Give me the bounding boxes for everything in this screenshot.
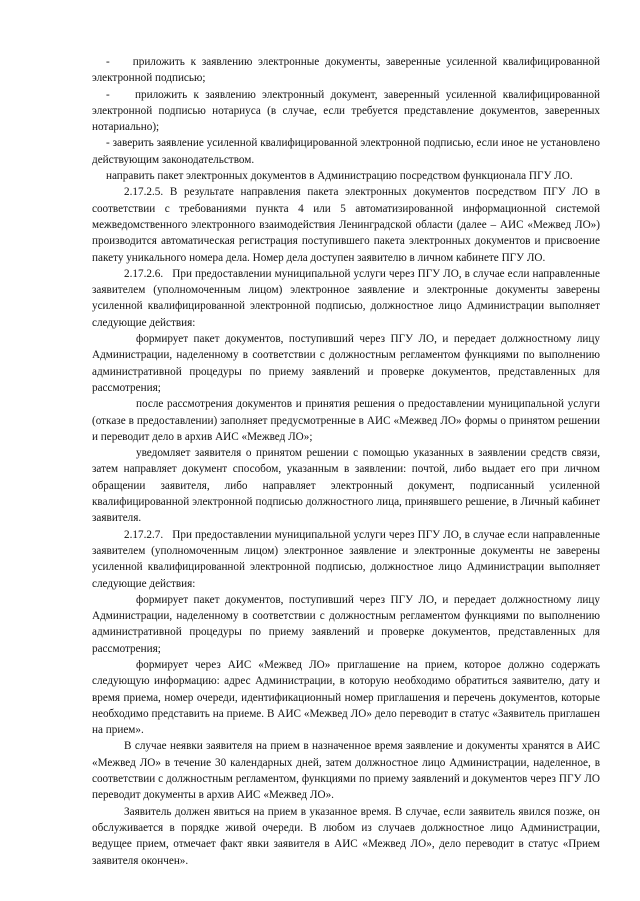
paragraph-no-show: В случае неявки заявителя на прием в назначенное время заявление и документы хранятся в АИС «Межвед ЛО» в течение 30 календарных дней, затем должностное лицо Администрации, наделенное, в соответствии с должностным регламентом, функциями по приему заявлений и документов через ПГУ ЛО переводит документы в архив АИС «Межвед ЛО». (92, 740, 600, 802)
paragraph-after-review: после рассмотрения документов и принятия решения о предоставлении муниципальной услуги (отказе в предоставлении) заполняет предусмотренные в АИС «Межвед ЛО» формы о принятом решении и переводит дело в архив АИС «Межвед ЛО»; (92, 398, 600, 443)
paragraph-attach-notarized-doc: - приложить к заявлению электронный документ, заверенный усиленной квалифицированной электронной подписью нотариуса (в случае, если требуется представление документов, заверенных нотариально); (92, 88, 600, 134)
paragraph-forms-package-2: формирует пакет документов, поступивший через ПГУ ЛО, и передает должностному лицу Администрации, наделенному в соответствии с должностным регламентом функциями по выполнению административной процедуры по приему заявлений и проверке документов, представленных для рассмотрения; (92, 593, 600, 655)
paragraph-forms-invitation: формирует через АИС «Межвед ЛО» приглашение на прием, которое должно содержать следующую информацию: адрес Администрации, в которую необходимо обратиться заявителю, дату и время приема, номер очереди, идентификационный номер приглашения и перечень документов, которые необходимо представить на приеме. В АИС «Межвед ЛО» дело переводит в статус «Заявитель приглашен на прием». (92, 658, 600, 737)
paragraph-attach-electronic-docs: - приложить к заявлению электронные документы, заверенные усиленной квалифицированной электронной подписью; (92, 56, 600, 85)
paragraph-sign-application: - заверить заявление усиленной квалифицированной электронной подписью, если иное не установлено действующим законодательством. (92, 137, 600, 166)
paragraph-forms-package-1: формирует пакет документов, поступивший через ПГУ ЛО, и передает должностному лицу Администрации, наделенному в соответствии с должностным регламентом функциями по выполнению административной процедуры по приему заявлений и проверке документов, представленных для рассмотрения; (92, 333, 600, 394)
document-page (92, 54, 600, 869)
paragraph-notifies-applicant: уведомляет заявителя о принятом решении с помощью указанных в заявлении средств связи, затем направляет документ способом, указанным в заявлении: почтой, либо выдает его при личном обращении заявителя, либо направляет электронный документ, подписанный усиленной квалифицированной электронной подписью должностного лица, принявшего решение, в Личный кабинет заявителя. (92, 447, 600, 525)
paragraph-2-17-2-5: 2.17.2.5. В результате направления пакета электронных документов посредством ПГУ ЛО в соответствии с требованиями пункта 4 или 5 автоматизированной информационной системой межведомственного электронного взаимодействия Ленинградской области (далее – АИС «Межвед ЛО») производится автоматическая регистрация поступившего пакета электронных документов и присвоение пакету уникального номера дела. Номер дела доступен заявителю в личном кабинете ПГУ ЛО. (92, 186, 600, 264)
paragraph-2-17-2-6: 2.17.2.6. При предоставлении муниципальной услуги через ПГУ ЛО, в случае если направленные заявителем (уполномоченным лицом) электронное заявление и электронные документы заверены усиленной квалифицированной электронной подписью, должностное лицо Администрации выполняет следующие действия: (92, 267, 600, 329)
paragraph-send-package: направить пакет электронных документов в Администрацию посредством функционала ПГУ ЛО. (106, 170, 573, 183)
paragraph-2-17-2-7: 2.17.2.7. При предоставлении муниципальной услуги через ПГУ ЛО, в случае если направленные заявителем (уполномоченным лицом) электронное заявление и электронные документы не заверены усиленной квалифицированной электронной подписью, должностное лицо Администрации выполняет следующие действия: (92, 528, 600, 590)
paragraph-must-appear: Заявитель должен явиться на прием в указанное время. В случае, если заявитель явился позже, он обслуживается в порядке живой очереди. В любом из случаев должностное лицо Администрации, ведущее прием, отмечает факт явки заявителя в АИС «Межвед ЛО», дело переводит в статус «Прием заявителя окончен». (92, 805, 600, 867)
